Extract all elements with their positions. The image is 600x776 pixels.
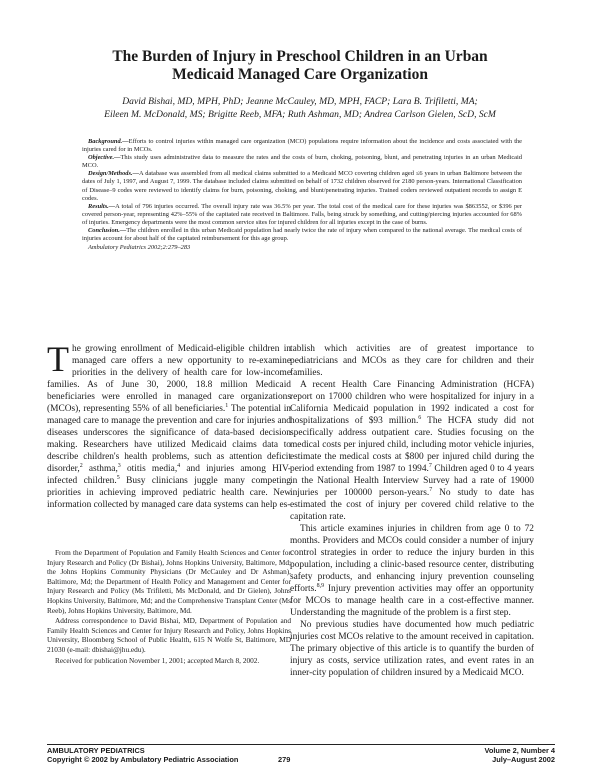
abstract-label: Conclusion.— [88, 227, 127, 235]
reference-marker: 7 [429, 486, 433, 493]
reference-marker: 8,9 [316, 582, 325, 589]
abstract-objective: Objective.—This study uses administrative data to measure the rates and the costs of burn, choking, poisoning, blunt, and penetrating injuries in an urban Medicaid MCO. [82, 154, 522, 170]
journal-citation: Ambulatory Pediatrics 2002;2:279–283 [88, 244, 191, 252]
abstract [82, 138, 522, 252]
body-paragraph: This article examines injuries in children from age 0 to 72 months. Providers and MCOs could consider a number of injury control strategies in order to reduce the injury burden in this population, including a clinic-based resource center, distributing safety products, and enhancing injury prevention counseling efforts.$^{8,9}$ Injury prevention activities may offer an opportunity for MCOs to manage health care in a cost-effective manner. Understanding the magnitude of the problem is a first step. [290, 524, 534, 618]
intro-paragraph: The growing enrollment of Medicaid-eligible children in managed care offers a new opportunity to re-examine priorities in the delivery of health care for low-income families. As of June 30, 2000, 18.8 million Medicaid beneficiaries were enrolled in managed care organizations (MCOs), representing 55% of all beneficiaries.$^1$ The potential in managed care to manage the prevention and care for injuries and diseases underscores the significance of data-based decision making. Researchers have utilized Medicaid claims data to describe children's health problems, such as attention deficit disorder,$^2$ asthma,$^3$ otitis media,$^4$ and injuries among HIV-infected children.$^5$ Busy clinicians juggle many competing priorities in achieving improved pediatric health care. New information collected by managed care data systems can help es- [47, 339, 291, 510]
drop-cap: T [47, 339, 69, 379]
issue-date: July–August 2002 [492, 755, 555, 764]
page-number: 279 [278, 755, 291, 764]
abstract-conclusion: Conclusion.—The children enrolled in this urban Medicaid population had nearly twice the rate of injury when compared to the national average. The medical costs of injuries account for about half of the capitated reimbursement for this age group. [82, 227, 522, 243]
abstract-design: Design/Methods.—A database was assembled from all medical claims submitted to a Medicaid MCO covering children aged ≤6 years in urban Baltimore between the dates of July 1, 1997, and August 7, 1999. The database included claims submitted on behalf of 1732 children observed for 2180 person-years. International Classification of Disease–9 codes were reviewed to identify claims for burn, poisoning, choking, and blunt/penetrating injuries. Trained coders reviewed outpatient records to assign E codes. [82, 170, 522, 202]
reference-marker: 7 [428, 462, 432, 469]
volume-number: Volume 2, Number 4 [484, 746, 555, 755]
body-column-right [290, 343, 534, 679]
reference-marker: 6 [418, 414, 422, 421]
reference-marker: 4 [177, 462, 181, 469]
footer-rule [47, 744, 555, 745]
abstract-results: Results.—A total of 796 injuries occurred. The overall injury rate was 36.5% per year. The total cost of the medical care for these injuries was $863552, or $396 per covered person-year, representing 42%–55% of the capitated rate received in Baltimore. Falls, being struck by something, and cutting/piercing injuries accounted for 68% of injuries. Emergency departments were the most common service sites for injured children for all injuries except in the case of burns. [82, 202, 522, 226]
journal-name: AMBULATORY PEDIATRICS [47, 746, 145, 755]
reference-marker: 5 [116, 474, 120, 481]
reference-marker: 1 [225, 402, 229, 409]
article-title [60, 48, 540, 84]
reference-marker: 3 [117, 462, 121, 469]
abstract-label: Results.— [88, 202, 116, 210]
footer-journal [47, 746, 238, 764]
reference-marker: 2 [79, 462, 83, 469]
authors-line-1: David Bishai, MD, MPH, PhD; Jeanne McCauley, MD, MPH, FACP; Lara B. Trifiletti, MA; [122, 96, 478, 107]
author-list [38, 96, 562, 121]
abstract-label: Design/Methods.— [88, 170, 139, 178]
footer-issue [484, 746, 555, 764]
footnote-correspondence: Address correspondence to David Bishai, MD, Department of Population and Family Health Sciences and Center for Injury Research and Policy, Johns Hopkins University, Bloomberg School of Public Health, 615 N Wolfe St, Baltimore, MD 21030 (e-mail: dbishai@jhu.edu). [47, 616, 291, 654]
footnote-affiliation: From the Department of Population and Family Health Sciences and Center for Injury Research and Policy (Dr Bishai), Johns Hopkins University, Baltimore, Md; the Johns Hopkins Community Physicians (Dr McCauley and Dr Ashman), Baltimore, Md; the Department of Health Policy and Management and Center for Injury Research and Policy (Ms Trifiletti, Ms McDonald, and Dr Gielen), Johns Hopkins University, Baltimore, Md; and the Comprehensive Transplant Center (Ms Reeb), Johns Hopkins University, Baltimore, Md. [47, 548, 291, 615]
body-paragraph: No previous studies have documented how much pediatric injuries cost MCOs relative to the amount received in capitation. The primary objective of this article is to quantify the burden of injury as costs, service utilization rates, and event rates in an inner-city population of children insured by a Medicaid MCO. [290, 620, 534, 678]
body-column-left [47, 339, 291, 511]
abstract-label: Background.— [88, 138, 129, 145]
author-footnotes [47, 548, 291, 666]
abstract-label: Objective.— [88, 154, 121, 162]
footnote-received: Received for publication November 1, 2001; accepted March 8, 2002. [55, 655, 260, 665]
body-paragraph: tablish which activities are of greatest importance to pediatricians and MCOs as they care for children and their families. [290, 344, 534, 378]
title-line-1: The Burden of Injury in Preschool Children in an Urban [112, 48, 488, 65]
authors-line-2: Eileen M. McDonald, MS; Brigitte Reeb, MFA; Ruth Ashman, MD; Andrea Carlson Gielen, ScD, ScM [104, 108, 496, 120]
copyright-notice: Copyright © 2002 by Ambulatory Pediatric Association [47, 755, 239, 764]
title-line-2: Medicaid Managed Care Organization [172, 66, 428, 83]
body-paragraph: A recent Health Care Financing Administration (HCFA) report on 17000 children who were hospitalized for injury in a California Medicaid population in 1992 indicated a cost for hospitalizations of $93 million.$^6$ The HCFA study did not specifically address outpatient care. Studies focusing on the medical costs per injured child, including motor vehicle injuries, estimate the medical costs at $800 per injured child during the period extending from 1987 to 1994.$^7$ Children aged 0 to 4 years in the National Health Interview Survey had a rate of 19000 injuries per 100000 person-years.$^7$ No study to date has estimated the cost of injury per covered child relative to the capitation rate. [290, 380, 535, 522]
abstract-background: Background.—Efforts to control injuries within managed care organization (MCO) populations require information about the incidence and costs associated with the injuries cared for in MCOs. [82, 138, 522, 154]
